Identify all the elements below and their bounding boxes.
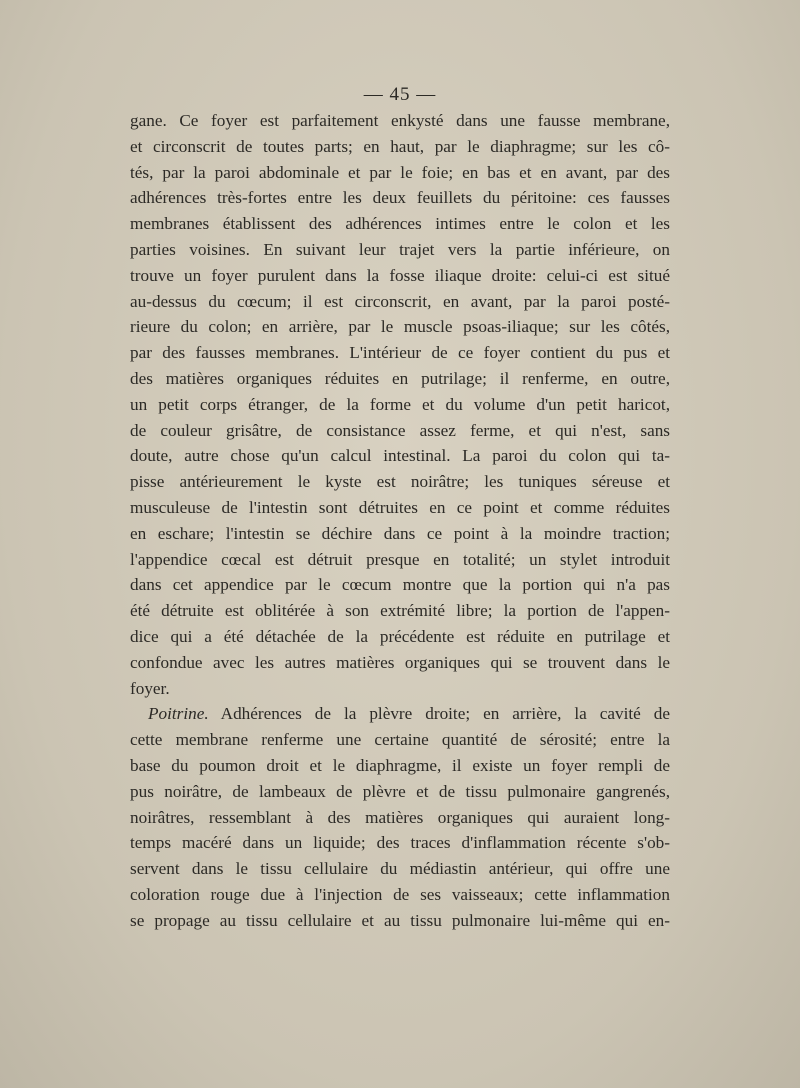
text-line: membranes établissent des adhérences intimes entre le colon et les	[130, 214, 670, 234]
text-line: au-dessus du cœcum; il est circonscrit, en avant, par la paroi posté-	[130, 291, 670, 311]
text-line: pisse antérieurement le kyste est noirâtre; les tuniques séreuse et	[130, 472, 670, 492]
text-line: par des fausses membranes. L'intérieur de ce foyer contient du pus et	[130, 343, 670, 363]
text-line: adhérences très-fortes entre les deux feuillets du péritoine: ces fausses	[130, 188, 670, 208]
text-line: cette membrane renferme une certaine quantité de sérosité; entre la	[130, 730, 670, 750]
text-line: se propage au tissu cellulaire et au tissu pulmonaire lui-même qui en-	[130, 910, 670, 930]
text-line: dans cet appendice par le cœcum montre que la portion qui n'a pas	[130, 575, 670, 595]
text-line: et circonscrit de toutes parts; en haut, par le diaphragme; sur les cô-	[130, 136, 670, 156]
text-line: de couleur grisâtre, de consistance assez ferme, et qui n'est, sans	[130, 420, 670, 440]
text-line: foyer.	[130, 678, 170, 698]
text-line: gane. Ce foyer est parfaitement enkysté dans une fausse membrane,	[130, 111, 670, 130]
text-line: en eschare; l'intestin se déchire dans ce point à la moindre traction;	[130, 523, 670, 543]
body-text	[130, 108, 670, 934]
line-text: Adhérences de la plèvre droite; en arrière, la cavité de	[220, 704, 670, 724]
text-line: été détruite est oblitérée à son extrémité libre; la portion de l'appen-	[130, 601, 670, 621]
text-line: confondue avec les autres matières organiques qui se trouvent dans le	[130, 652, 670, 672]
text-line: l'appendice cœcal est détruit presque en totalité; un stylet introduit	[130, 549, 670, 569]
text-line: coloration rouge due à l'injection de ses vaisseaux; cette inflammation	[130, 884, 670, 904]
page-number: — 45 —	[363, 84, 437, 105]
paragraph-abdomen	[130, 108, 670, 701]
text-line: dice qui a été détachée de la précédente est réduite en putrilage et	[130, 626, 670, 646]
paragraph-poitrine	[130, 701, 670, 933]
text-line: doute, autre chose qu'un calcul intestinal. La paroi du colon qui ta-	[130, 446, 670, 466]
text-line: temps macéré dans un liquide; des traces d'inflammation récente s'ob-	[130, 833, 670, 853]
text-line: base du poumon droit et le diaphragme, il existe un foyer rempli de	[130, 755, 670, 775]
text-line	[130, 701, 670, 727]
text-line: pus noirâtre, de lambeaux de plèvre et de tissu pulmonaire gangrenés,	[130, 781, 670, 801]
text-line: un petit corps étranger, de la forme et du volume d'un petit haricot,	[130, 394, 670, 414]
text-line: parties voisines. En suivant leur trajet vers la partie inférieure, on	[130, 239, 670, 259]
text-line: servent dans le tissu cellulaire du médiastin antérieur, qui offre une	[130, 859, 670, 879]
text-line: des matières organiques réduites en putrilage; il renferme, en outre,	[130, 368, 670, 388]
text-line: musculeuse de l'intestin sont détruites en ce point et comme réduites	[130, 497, 670, 517]
text-line: tés, par la paroi abdominale et par le foie; en bas et en avant, par des	[130, 162, 670, 182]
text-line: rieure du colon; en arrière, par le muscle psoas-iliaque; sur les côtés,	[130, 317, 670, 337]
text-line: trouve un foyer purulent dans la fosse iliaque droite: celui-ci est situé	[130, 265, 670, 285]
text-line: noirâtres, ressemblant à des matières organiques qui auraient long-	[130, 807, 670, 827]
section-label: Poitrine.	[148, 704, 209, 724]
